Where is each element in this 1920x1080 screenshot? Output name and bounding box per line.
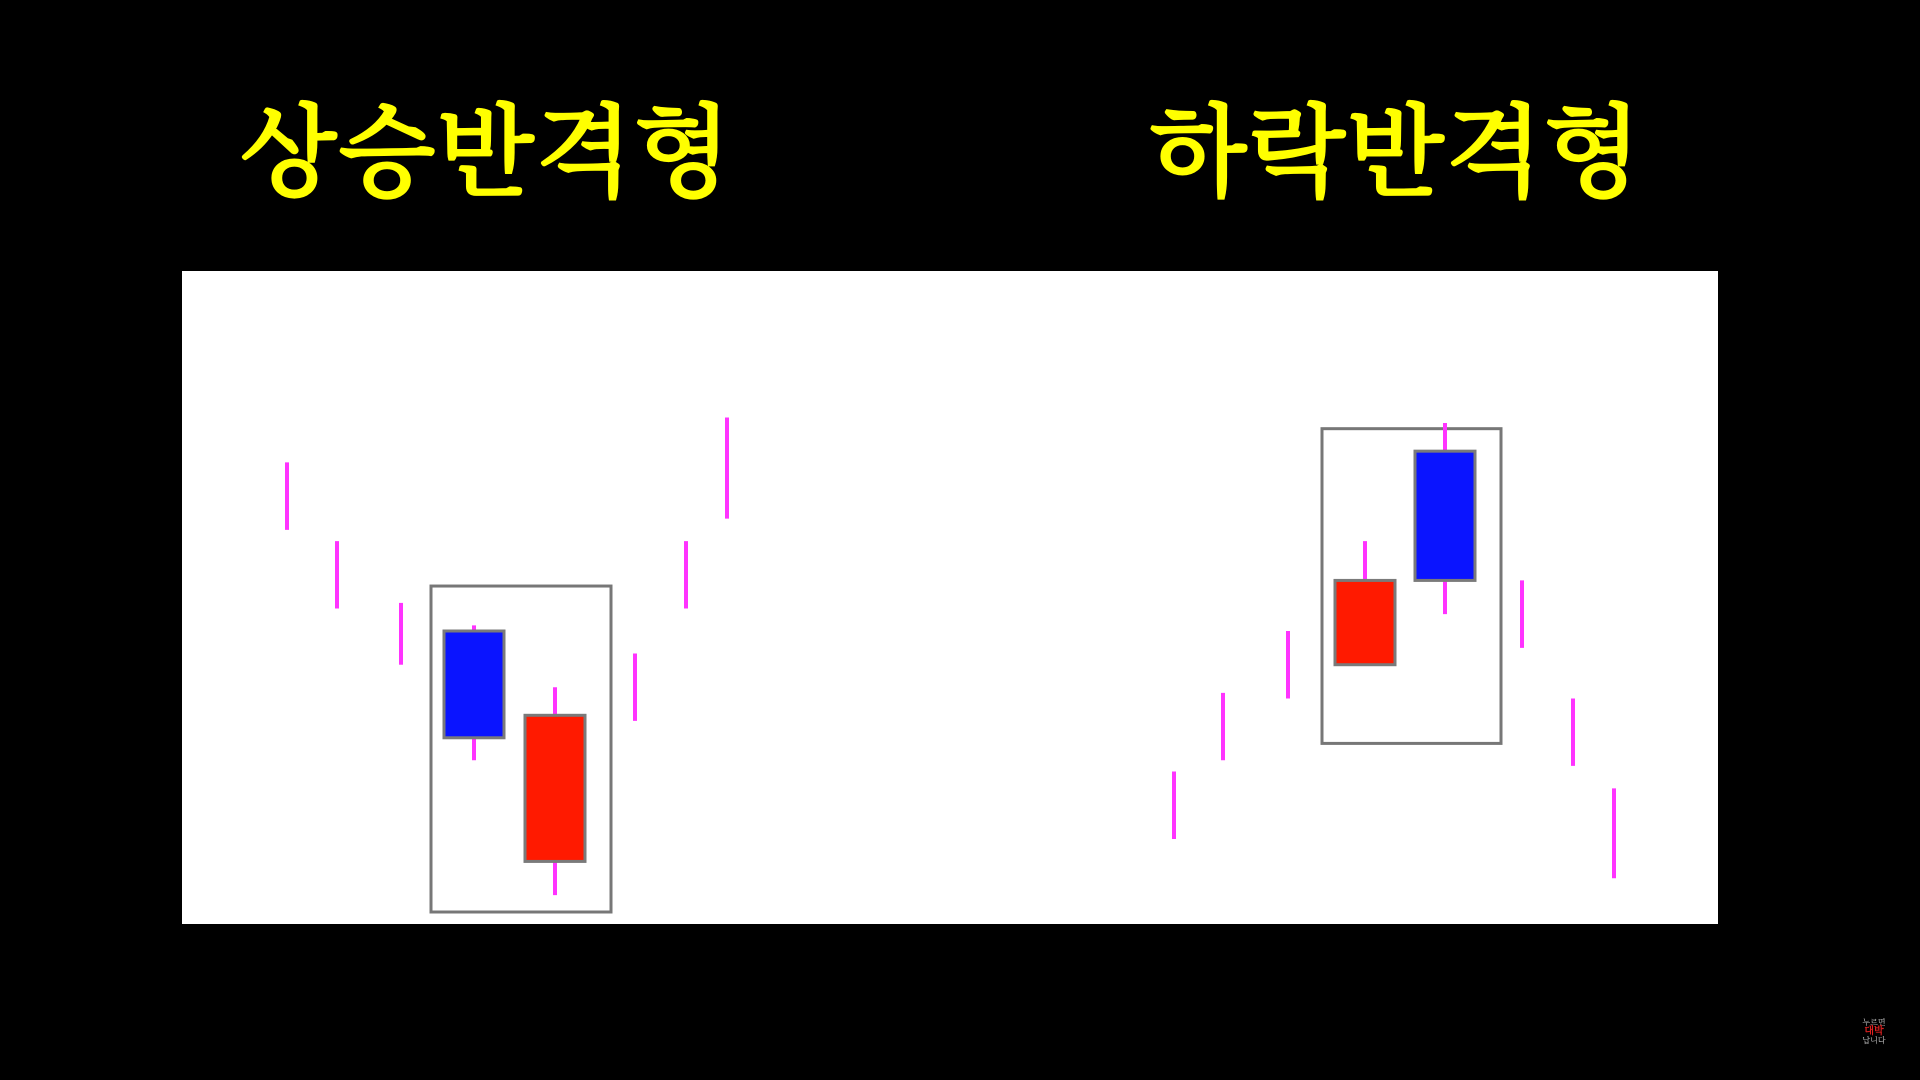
- watermark-top: 누르면: [1862, 1018, 1886, 1027]
- bearish-candle-body: [444, 631, 504, 738]
- title-falling-counterattack: 하락반격형: [1150, 94, 1643, 211]
- bearish-candle-body: [1415, 451, 1475, 580]
- title-rising-counterattack: 상승반격형: [240, 94, 733, 211]
- bullish-candle-body: [1335, 580, 1395, 664]
- channel-watermark: [1856, 1018, 1892, 1045]
- watermark-middle: 대박: [1864, 1026, 1884, 1037]
- bullish-candle-body: [525, 715, 585, 861]
- chart-panel: [182, 271, 1718, 924]
- watermark-bottom: 납니다: [1862, 1036, 1886, 1045]
